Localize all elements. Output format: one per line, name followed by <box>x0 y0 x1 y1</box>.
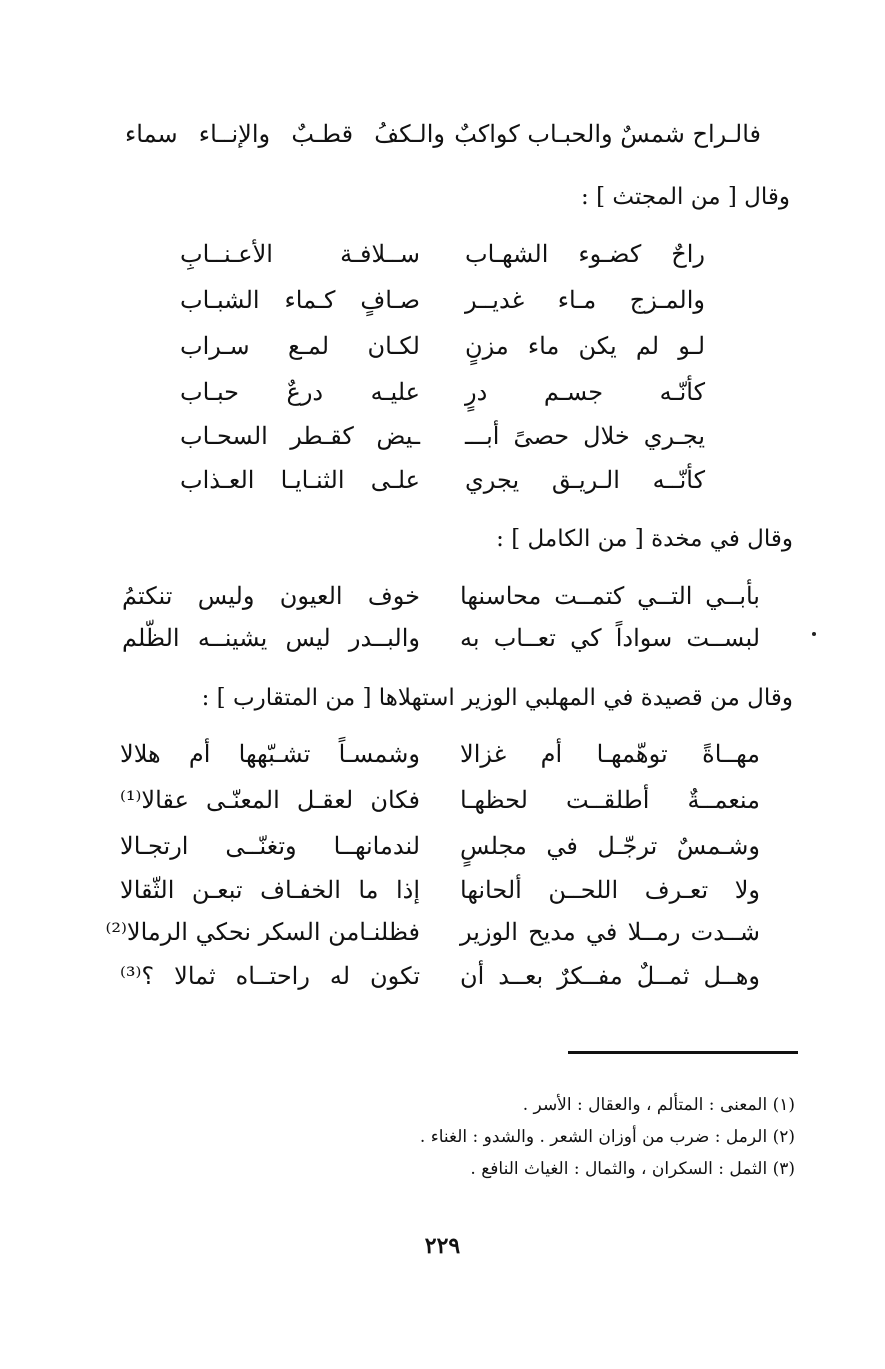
footnote-1: (١) المعنى : المتألم ، والعقال : الأسر . <box>522 1095 795 1115</box>
footnote-2: (٢) الرمل : ضرب من أوزان الشعر . والشدو : الغناء . <box>419 1127 795 1147</box>
page-number: ٢٢٩ <box>424 1233 461 1259</box>
verse-first-hemistich: منعمــةٌ أطلقــت لحظهـا <box>460 786 760 814</box>
verse-second-hemistich: لكـان لمـع سـراب <box>180 332 420 360</box>
verse-first-hemistich: والمـزج مـاء غديــر <box>465 286 705 314</box>
verse-first-hemistich: كأنّــه الـريـق يجري <box>465 466 705 494</box>
verse-first-hemistich: راحٌ كضـوء الشهـاب <box>465 240 705 268</box>
poem-introduction: وقال في مخدة [ من الكامل ] : <box>496 526 793 552</box>
verse-second-hemistich: عليـه درعٌ حبـاب <box>180 378 420 406</box>
verse-second-hemistich: علـى الثنـايـا العـذاب <box>180 466 420 494</box>
verse-second-hemistich: تكون له راحتــاه ثمالا ؟⁽³⁾ <box>120 962 420 990</box>
verse-first-hemistich: لـو لم يكن ماء مزنٍ <box>465 332 705 360</box>
verse-first-hemistich: مهــاةً توهّمهـا أم غزالا <box>460 740 760 768</box>
top-verse-second-hemistich: والـكفُ قطـبٌ والإنــاء سماء <box>125 120 445 148</box>
top-verse-first-hemistich: فالـراح شمسٌ والحبـاب كواكبٌ <box>454 120 761 148</box>
verse-first-hemistich: كأنّـه جسـم درٍ <box>465 378 705 406</box>
verse-second-hemistich: والبــدر ليس يشينــه الظّلم <box>122 624 420 652</box>
verse-first-hemistich: بأبــي التــي كتمــت محاسنها <box>460 582 760 610</box>
verse-first-hemistich: وهــل ثمــلٌ مفــكرٌ بعــد أن <box>460 962 760 990</box>
verse-first-hemistich: لبســت سواداً كي تعــاب به <box>460 624 760 652</box>
verse-second-hemistich: فظلنـامن السكر نحكي الرمالا⁽²⁾ <box>105 918 420 946</box>
verse-second-hemistich: ـيض كقـطر السحـاب <box>180 422 420 450</box>
verse-second-hemistich: خوف العيون وليس تنكتمُ <box>122 582 420 610</box>
footnote-separator <box>568 1051 798 1054</box>
verse-first-hemistich: ولا تعـرف اللحــن ألحانها <box>460 876 760 904</box>
verse-second-hemistich: فكان لعقـل المعنّـى عقالا⁽¹⁾ <box>120 786 420 814</box>
verse-second-hemistich: لندمانهــا وتغنّــى ارتجـالا <box>120 832 420 860</box>
poem-introduction: وقال [ من المجتث ] : <box>581 184 790 210</box>
verse-first-hemistich: يجـري خلال حصىً أبـــ <box>465 422 705 450</box>
verse-second-hemistich: إذا ما الخفـاف تبعـن الثّقالا <box>120 876 420 904</box>
verse-second-hemistich: ســلافـة الأعـنــابِ <box>180 240 420 268</box>
verse-first-hemistich: وشـمسٌ ترجّـل في مجلسٍ <box>460 832 760 860</box>
verse-second-hemistich: صـافٍ كـماء الشبـاب <box>180 286 420 314</box>
stray-mark <box>812 632 816 636</box>
verse-second-hemistich: وشمسـاً تشـبّهها أم هلالا <box>120 740 420 768</box>
verse-first-hemistich: شــدت رمــلا في مديح الوزير <box>460 918 760 946</box>
footnote-3: (٣) الثمل : السكران ، والثمال : الغياث النافع . <box>470 1159 795 1179</box>
poem-introduction: وقال من قصيدة في المهلبي الوزير استهلاها [ من المتقارب ] : <box>201 685 793 711</box>
